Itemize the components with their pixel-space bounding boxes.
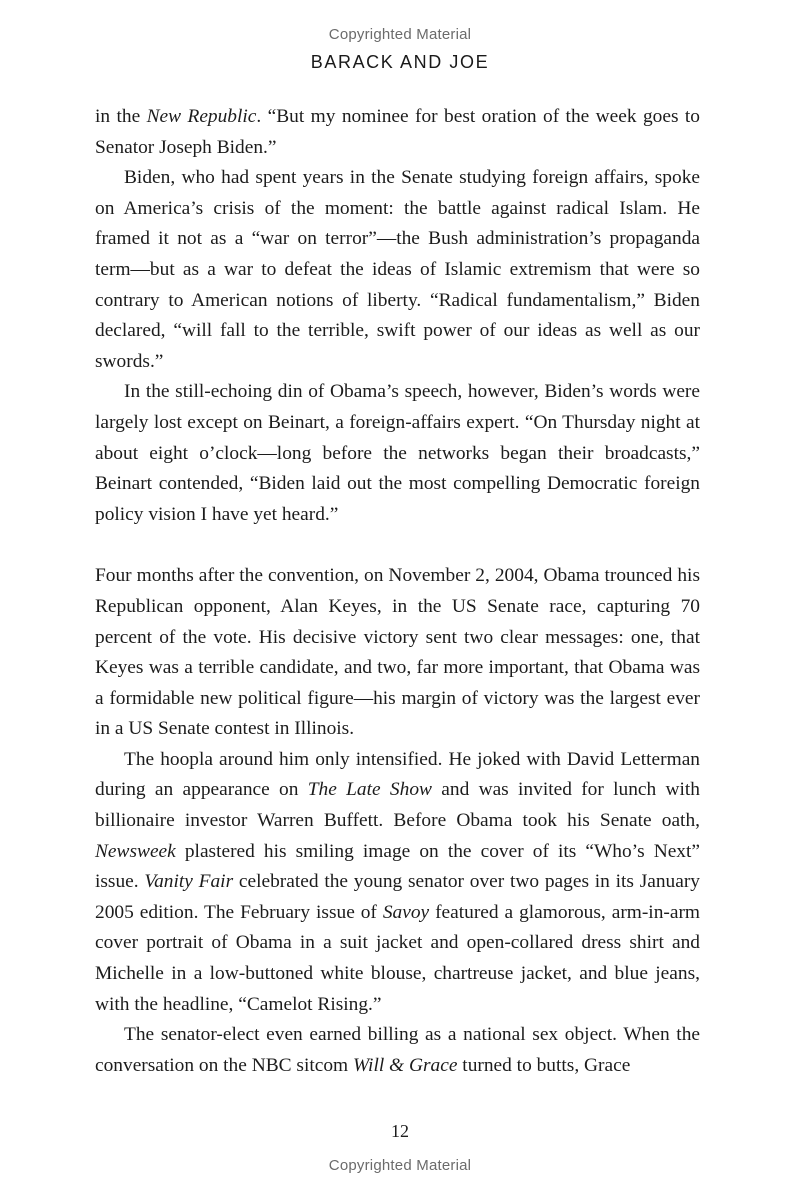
text-run: and was invited for lunch with billionaire investor Warren Buffett. Before Obama took his Senate oath,: [95, 779, 700, 832]
text-run: The hoopla around him only intensified. He joked with David Letterman during an appearance on: [95, 748, 700, 801]
text-run: Four months after the convention, on November 2, 2004, Obama trounced his Republican opponent, Alan Keyes, in the US Senate race, capturing 70 percent of the vote. His decisive victory sent two clear messages: one, that Keyes was a terrible candidate, and two, far more important, that Obama was a formidable new political figure—his margin of victory was the largest ever in a US Senate contest in Illinois.: [95, 565, 700, 740]
text-run: The senator-elect even earned billing as a national sex object. When the conversation on the NBC sitcom: [95, 1024, 700, 1076]
text-run: turned to butts, Grace: [457, 1054, 631, 1076]
paragraph: [95, 377, 700, 530]
text-run: In the still-echoing din of Obama’s speech, however, Biden’s words were largely lost except on Beinart, a foreign-affairs expert. “On Thursday night at about eight o’clock—long before the networks began their broadcasts,” Beinart contended, “Biden laid out the most compelling Democratic foreign policy vision I have yet heard.”: [95, 381, 700, 525]
text-run: in the: [95, 106, 147, 127]
paragraph: [95, 102, 700, 163]
italic-title: Vanity Fair: [144, 871, 234, 893]
running-head: BARACK AND JOE: [310, 52, 490, 72]
text-run: plastered his smiling image on the cover of its “Who’s Next” issue.: [95, 840, 700, 893]
italic-title: New Republic: [146, 106, 257, 127]
page-number: 12: [391, 1121, 409, 1141]
paragraph: [95, 745, 700, 1020]
italic-title: Savoy: [382, 901, 430, 923]
text-run: celebrated the young senator over two pages in its January 2005 edition. The February issue of: [95, 871, 701, 923]
italic-title: The Late Show: [307, 779, 432, 801]
italic-title: Will & Grace: [352, 1054, 458, 1076]
text-run: featured a glamorous, arm-in-arm cover portrait of Obama in a suit jacket and open-collared dress shirt and Michelle in a low-buttoned white blouse, chartreuse jacket, and blue jeans, with the headline, “Camelot Rising.”: [95, 901, 700, 1015]
copyright-watermark-top: Copyrighted Material: [328, 26, 472, 43]
text-run: Biden, who had spent years in the Senate studying foreign affairs, spoke on America’s crisis of the moment: the battle against radical Islam. He framed it not as a “war on terror”—the Bush administration’s propaganda term—but as a war to defeat the ideas of Islamic extremism that were so contrary to American notions of liberty. “Radical fundamentalism,” Biden declared, “will fall to the terrible, swift power of our ideas as well as our swords.”: [95, 167, 700, 372]
text-run: . “But my nominee for best oration of the week goes to Senator Joseph Biden.”: [95, 106, 700, 158]
paragraph: [95, 163, 700, 377]
paragraph: [95, 561, 700, 745]
italic-title: Newsweek: [95, 840, 176, 862]
copyright-watermark-bottom: Copyrighted Material: [328, 1157, 472, 1174]
page-body: [95, 102, 700, 1081]
paragraph: [95, 1020, 700, 1081]
